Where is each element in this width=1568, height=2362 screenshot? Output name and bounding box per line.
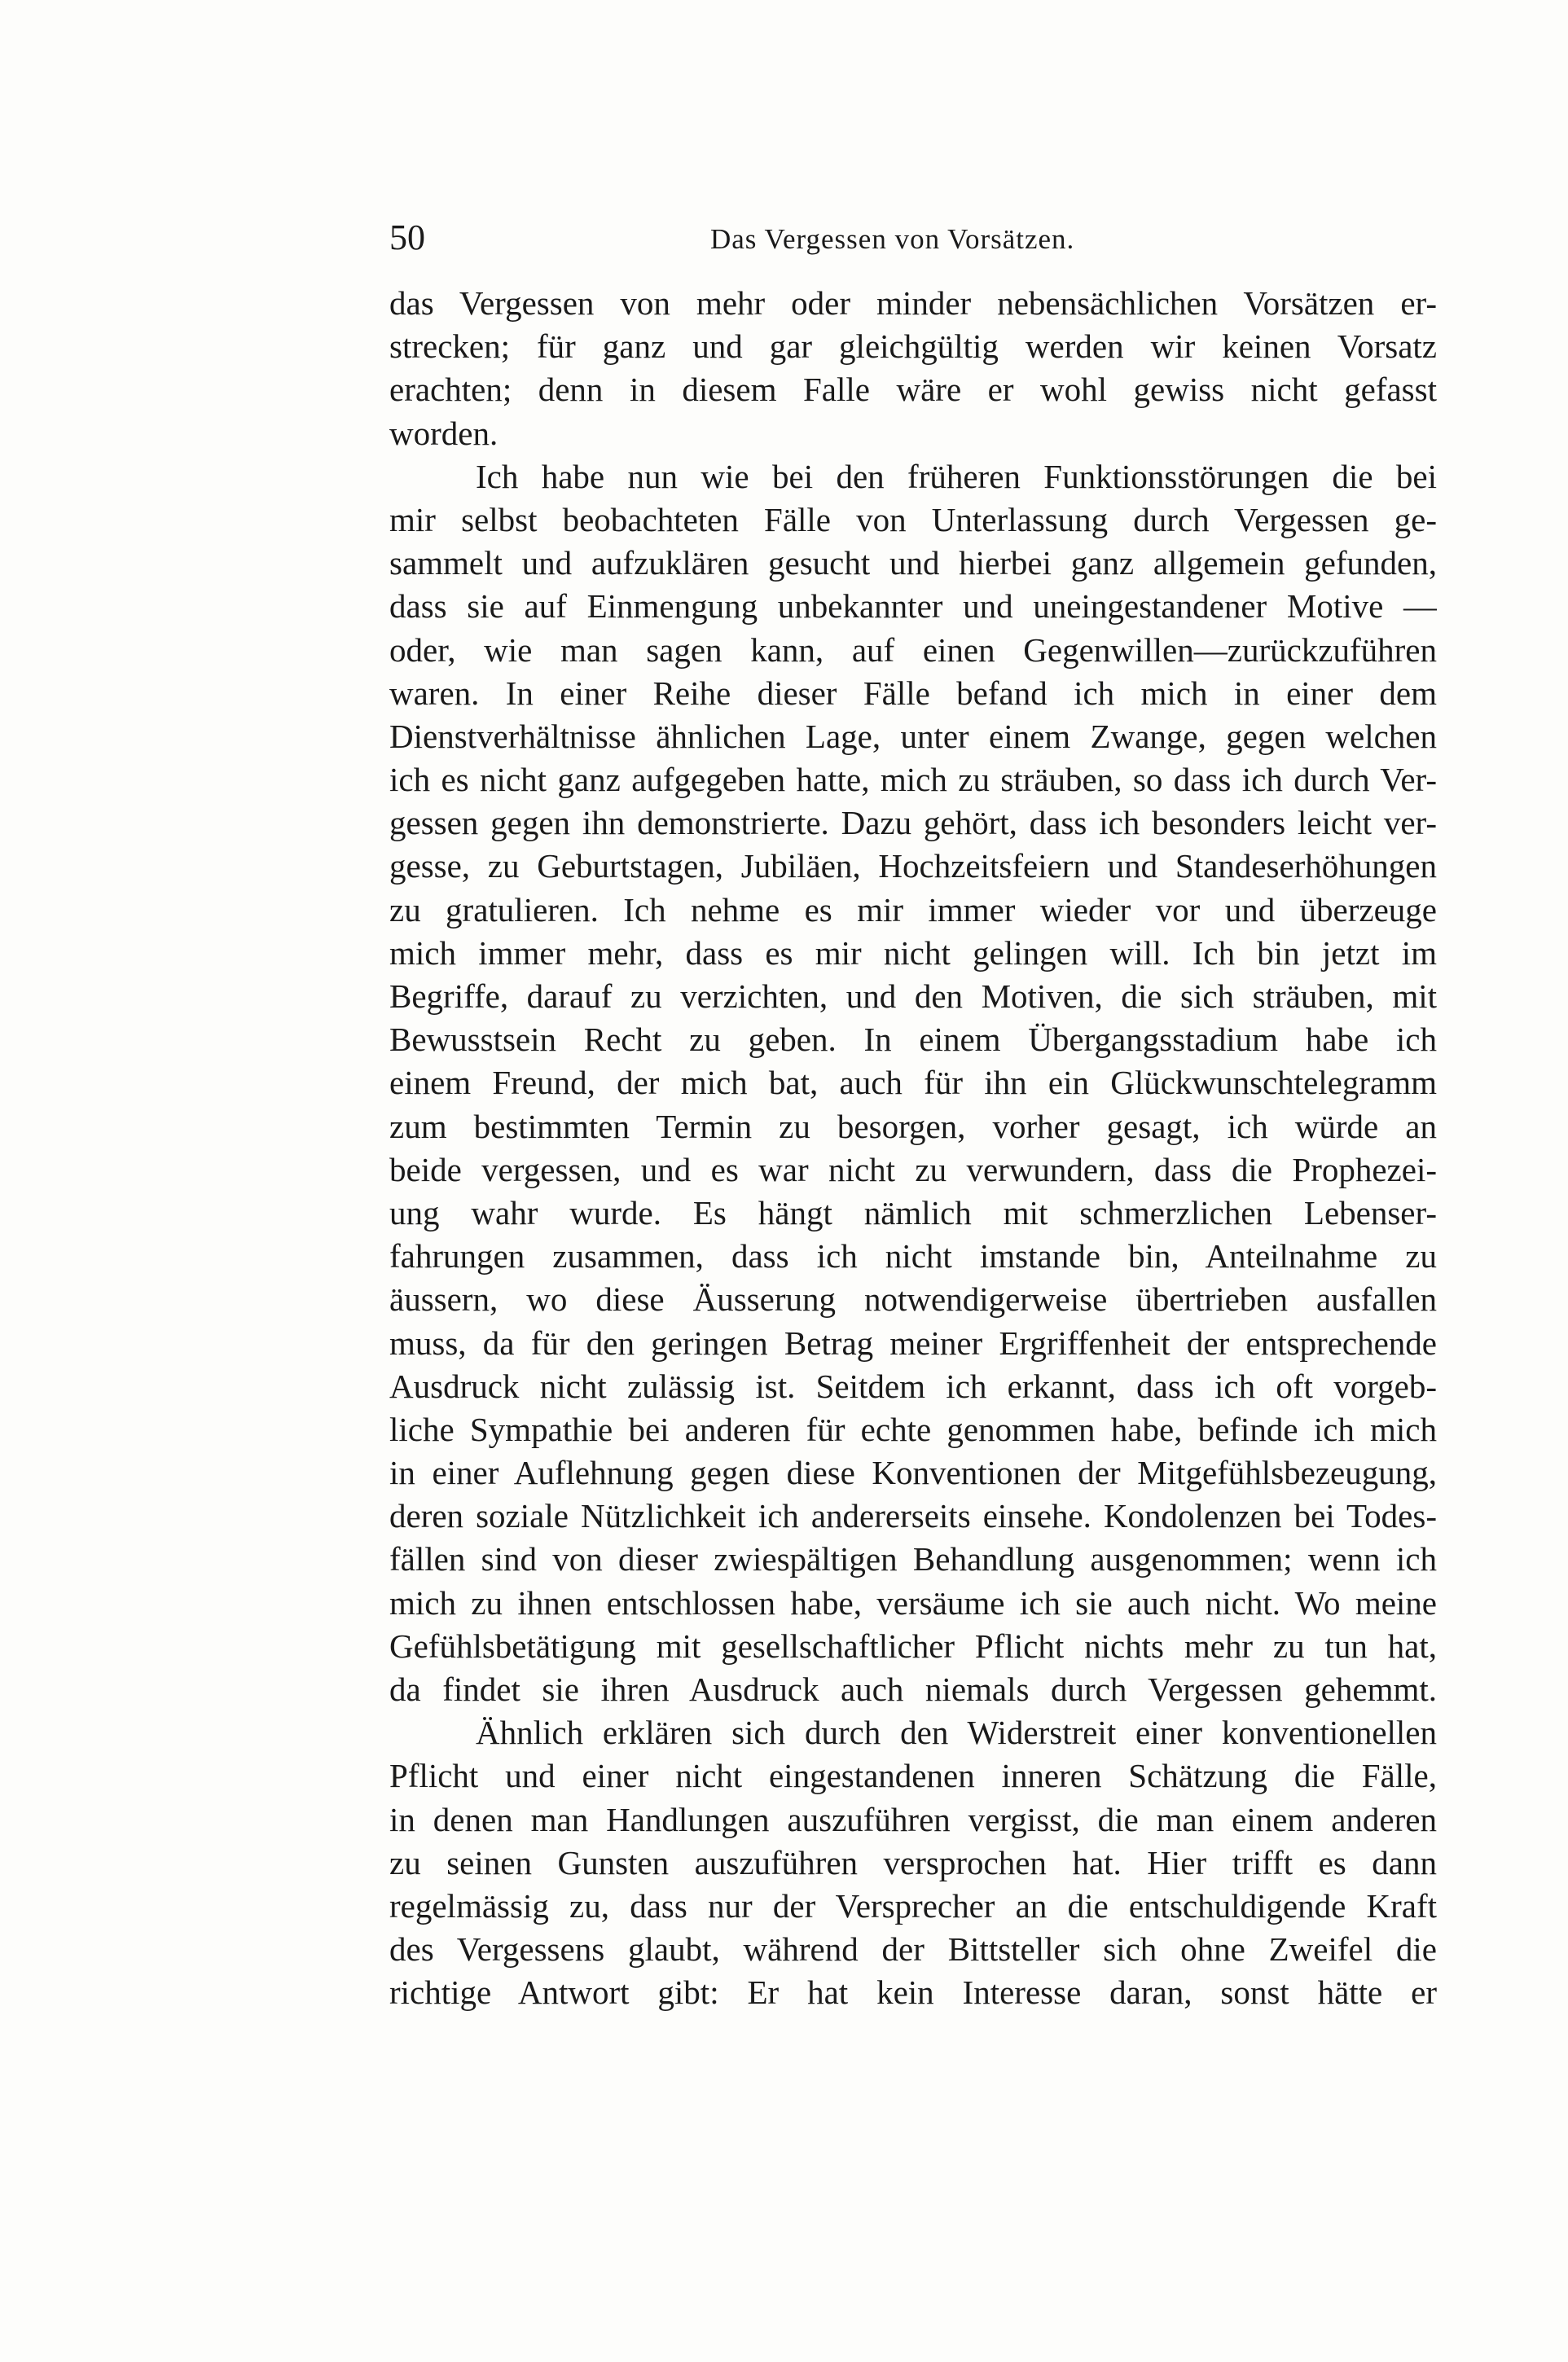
text-line: mir selbst beobachteten Fälle von Unterlassung durch Vergessen ge- — [389, 500, 1437, 538]
text-line: zu seinen Gunsten auszuführen versprochen hat. Hier trifft es dann — [389, 1843, 1437, 1881]
text-line: zu gratulieren. Ich nehme es mir immer wieder vor und überzeuge — [389, 890, 1437, 929]
text-line: Ähnlich erklären sich durch den Widerstreit einer konventionellen — [476, 1714, 1437, 1752]
text-line: fällen sind von dieser zwiespältigen Behandlung ausgenommen; wenn ich — [389, 1540, 1437, 1578]
running-title: Das Vergessen von Vorsätzen. — [710, 223, 1075, 255]
text-line: gessen gegen ihn demonstrierte. Dazu gehört, dass ich besonders leicht ver- — [389, 804, 1437, 842]
text-line: erachten; denn in diesem Falle wäre er wohl gewiss nicht gefasst — [389, 371, 1437, 409]
text-line: mich zu ihnen entschlossen habe, versäume ich sie auch nicht. Wo meine — [389, 1583, 1437, 1622]
text-line: ung wahr wurde. Es hängt nämlich mit schmerzlichen Lebenser- — [389, 1193, 1437, 1231]
text-line: deren soziale Nützlichkeit ich andererseits einsehe. Kondolenzen bei Todes- — [389, 1497, 1437, 1535]
text-line: in denen man Handlungen auszuführen vergisst, die man einem anderen — [389, 1800, 1437, 1838]
text-line: Begriffe, darauf zu verzichten, und den Motiven, die sich sträuben, mit — [389, 977, 1437, 1015]
text-line: fahrungen zusammen, dass ich nicht imstande bin, Anteilnahme zu — [389, 1237, 1437, 1275]
text-line: waren. In einer Reihe dieser Fälle befand ich mich in einer dem — [389, 674, 1437, 712]
text-line: regelmässig zu, dass nur der Versprecher an die entschuldigende Kraft — [389, 1886, 1437, 1925]
text-line: Pflicht und einer nicht eingestandenen inneren Schätzung die Fälle, — [389, 1757, 1437, 1795]
text-line: mich immer mehr, dass es mir nicht gelingen will. Ich bin jetzt im — [389, 933, 1437, 972]
text-line: sammelt und aufzuklären gesucht und hierbei ganz allgemein gefunden, — [389, 544, 1437, 582]
page-number: 50 — [389, 217, 425, 257]
text-line: einem Freund, der mich bat, auch für ihn ein Glückwunschtelegramm — [389, 1064, 1437, 1102]
text-line: liche Sympathie bei anderen für echte genommen habe, befinde ich mich — [389, 1410, 1437, 1448]
text-line: dass sie auf Einmengung unbekannter und uneingestandener Motive — — [389, 587, 1437, 626]
text-line: in einer Auflehnung gegen diese Konventionen der Mitgefühlsbezeugung, — [389, 1454, 1437, 1492]
text-line: strecken; für ganz und gar gleichgültig werden wir keinen Vorsatz — [389, 327, 1437, 366]
text-line: das Vergessen von mehr oder minder nebensächlichen Vorsätzen er- — [389, 284, 1437, 322]
text-line: ich es nicht ganz aufgegeben hatte, mich zu sträuben, so dass ich durch Ver- — [389, 761, 1437, 799]
text-line: Gefühlsbetätigung mit gesellschaftlicher Pflicht nichts mehr zu tun hat, — [389, 1627, 1437, 1665]
text-line: Dienstverhältnisse ähnlichen Lage, unter einem Zwange, gegen welchen — [389, 717, 1437, 755]
text-line: äussern, wo diese Äusserung notwendigerweise übertrieben ausfallen — [389, 1280, 1437, 1319]
body-text — [389, 282, 1437, 2015]
page-header — [389, 213, 1437, 262]
text-line: worden. — [389, 414, 499, 452]
text-line: zum bestimmten Termin zu besorgen, vorher gesagt, ich würde an — [389, 1107, 1437, 1145]
text-line: gesse, zu Geburtstagen, Jubiläen, Hochzeitsfeiern und Standeserhöhungen — [389, 847, 1437, 885]
text-line: Ausdruck nicht zulässig ist. Seitdem ich erkannt, dass ich oft vorgeb- — [389, 1367, 1437, 1405]
text-line: des Vergessens glaubt, während der Bittsteller sich ohne Zweifel die — [389, 1930, 1437, 1969]
text-line: oder, wie man sagen kann, auf einen Gegenwillen—zurückzuführen — [389, 630, 1437, 669]
text-line: da findet sie ihren Ausdruck auch niemals durch Vergessen gehemmt. — [389, 1671, 1437, 1708]
text-line: Bewusstsein Recht zu geben. In einem Übergangsstadium habe ich — [389, 1021, 1437, 1059]
text-line: Ich habe nun wie bei den früheren Funktionsstörungen die bei — [476, 457, 1437, 495]
text-line: muss, da für den geringen Betrag meiner Ergriffenheit der entsprechende — [389, 1324, 1437, 1362]
text-line: beide vergessen, und es war nicht zu verwundern, dass die Prophezei- — [389, 1150, 1437, 1188]
text-line: richtige Antwort gibt: Er hat kein Interesse daran, sonst hätte er — [389, 1973, 1437, 2012]
